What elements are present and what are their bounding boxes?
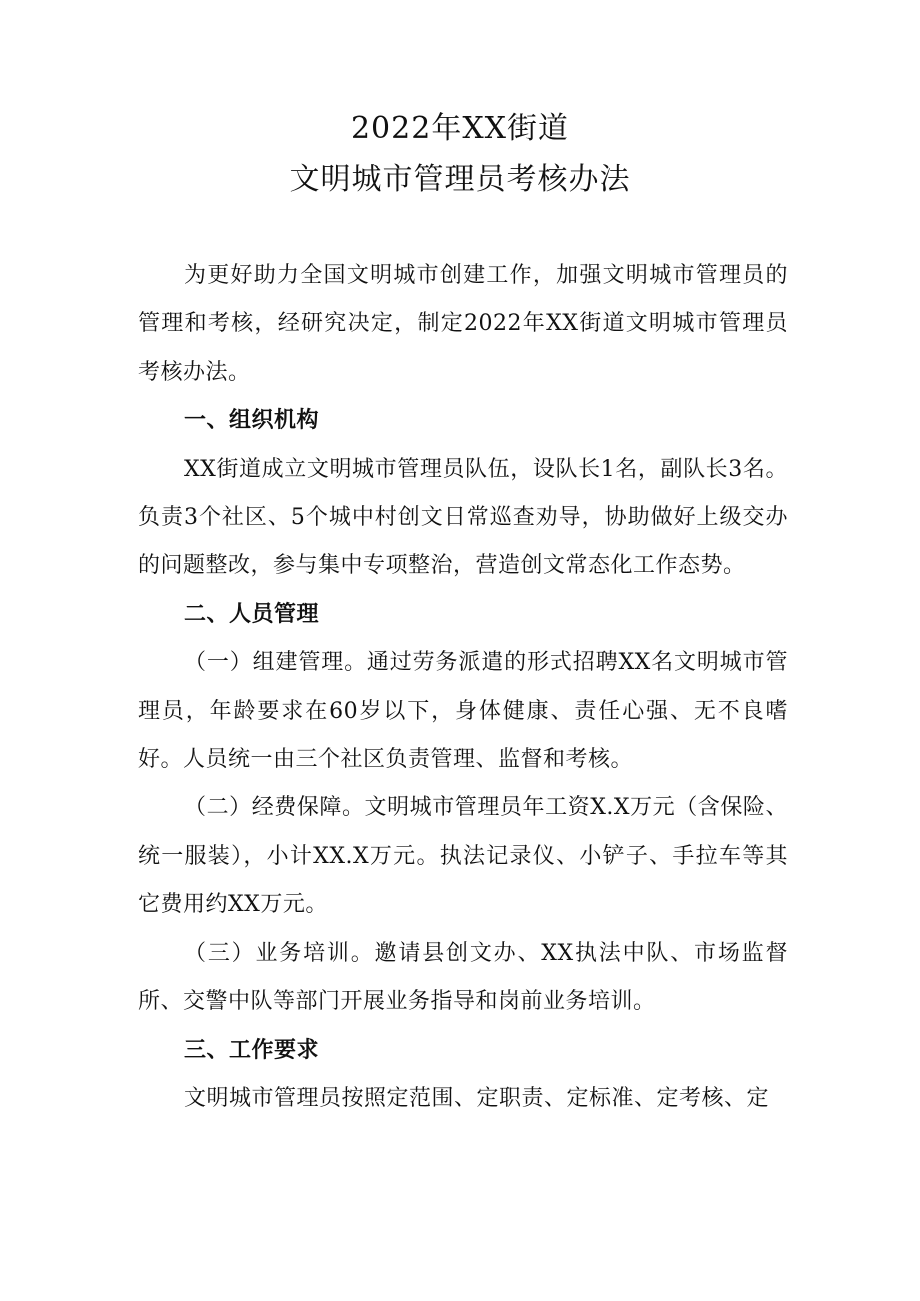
personnel-recruitment-paragraph: （一）组建管理。通过劳务派遣的形式招聘XX名文明城市管理员，年龄要求在60岁以下，身体健康、责任心强、无不良嗜好。人员统一由三个社区负责管理、监督和考核。 bbox=[138, 650, 788, 773]
organization-paragraph: XX街道成立文明城市管理员队伍，设队长1名，副队长3名。负责3个社区、5个城中村创文日常巡查劝导，协助做好上级交办的问题整改，参与集中专项整治，营造创文常态化工作态势。 bbox=[138, 456, 788, 579]
document-title-line-1: 2022年XX街道 bbox=[350, 111, 570, 146]
document-body bbox=[138, 252, 788, 1123]
intro-paragraph: 为更好助力全国文明城市创建工作，加强文明城市管理员的管理和考核，经研究决定，制定2022年XX街道文明城市管理员考核办法。 bbox=[138, 263, 788, 385]
section-heading-requirements: 三、工作要求 bbox=[184, 1037, 320, 1063]
document-title-line-2: 文明城市管理员考核办法 bbox=[289, 162, 631, 197]
section-heading-organization: 一、组织机构 bbox=[184, 408, 320, 434]
requirements-paragraph: 文明城市管理员按照定范围、定职责、定标准、定考核、定 bbox=[184, 1085, 770, 1111]
personnel-funding-paragraph: （二）经费保障。文明城市管理员年工资X.X万元（含保险、统一服装），小计XX.X万元。执法记录仪、小铲子、手拉车等其它费用约XX万元。 bbox=[138, 795, 788, 918]
section-heading-personnel: 二、人员管理 bbox=[184, 601, 320, 627]
personnel-training-paragraph: （三）业务培训。邀请县创文办、XX执法中队、市场监督所、交警中队等部门开展业务指导和岗前业务培训。 bbox=[138, 940, 788, 1015]
